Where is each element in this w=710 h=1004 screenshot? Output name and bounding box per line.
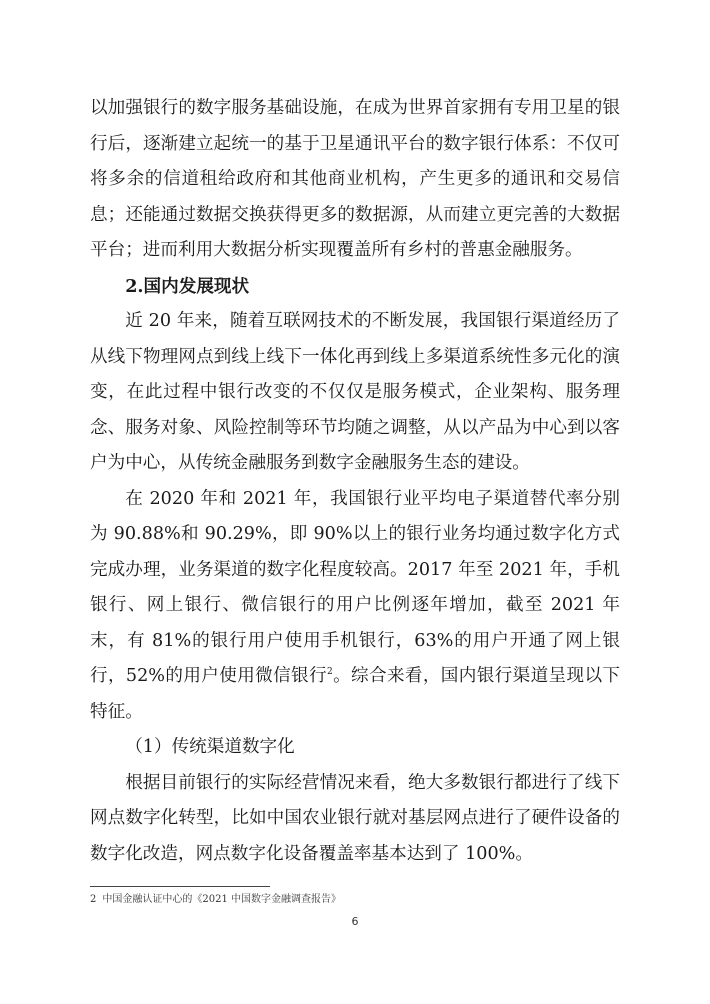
footnote-reference: 2 (326, 667, 333, 678)
paragraph-channel-statistics-end: 。综合来看，国内银行渠道呈现以下特征。 (90, 666, 620, 722)
footnote-divider (90, 886, 270, 887)
paragraph-channel-evolution: 近 20 年来，随着互联网技术的不断发展，我国银行渠道经历了从线下物理网点到线上线下一体化再到线上多渠道系统性多元化的演变，在此过程中银行改变的不仅仅是服务模式，企业架构、服务理念、服务对象、风险控制等环节均随之调整，从以产品为中心到以客户为中心，从传统金融服务到数字金融服务生态的建设。 (90, 311, 620, 473)
paragraph-satellite-bank: 以加强银行的数字服务基础设施，在成为世界首家拥有专用卫星的银行后，逐渐建立起统一的基于卫星通讯平台的数字银行体系：不仅可将多余的信道租给政府和其他商业机构，产生更多的通讯和交易信息；还能通过数据交换获得更多的数据源，从而建立更完善的大数据平台；进而利用大数据分析实现覆盖所有乡村的普惠金融服务。 (90, 98, 620, 260)
paragraph-branch-digitization: 根据目前银行的实际经营情况来看，绝大多数银行都进行了线下网点数字化转型，比如中国农业银行就对基层网点进行了硬件设备的数字化改造，网点数字化设备覆盖率基本达到了 100%。 (90, 772, 620, 864)
body-text (90, 91, 620, 872)
section-heading: 2.国内发展现状 (125, 275, 250, 297)
footnote-mark: 2 (90, 894, 97, 905)
paragraph-channel-statistics (90, 482, 620, 731)
paragraph-channel-statistics-text: 在 2020 年和 2021 年，我国银行业平均电子渠道替代率分别为 90.88%和 90.29%，即 90%以上的银行业务均通过数字化方式完成办理，业务渠道的数字化程度较高。2017 年至 2021 年，手机银行、网上银行、微信银行的用户比例逐年增加，截至 2021 年末，有 81%的银行用户使用手机银行，63%的用户开通了网上银行，52%的用户使用微信银行 (90, 488, 620, 686)
footnote-text: 中国金融认证中心的《2021 中国数字金融调查报告》 (102, 894, 342, 905)
footnote (90, 893, 341, 907)
page-number: 6 (351, 915, 359, 928)
subsection-heading: （1）传统渠道数字化 (125, 737, 295, 757)
